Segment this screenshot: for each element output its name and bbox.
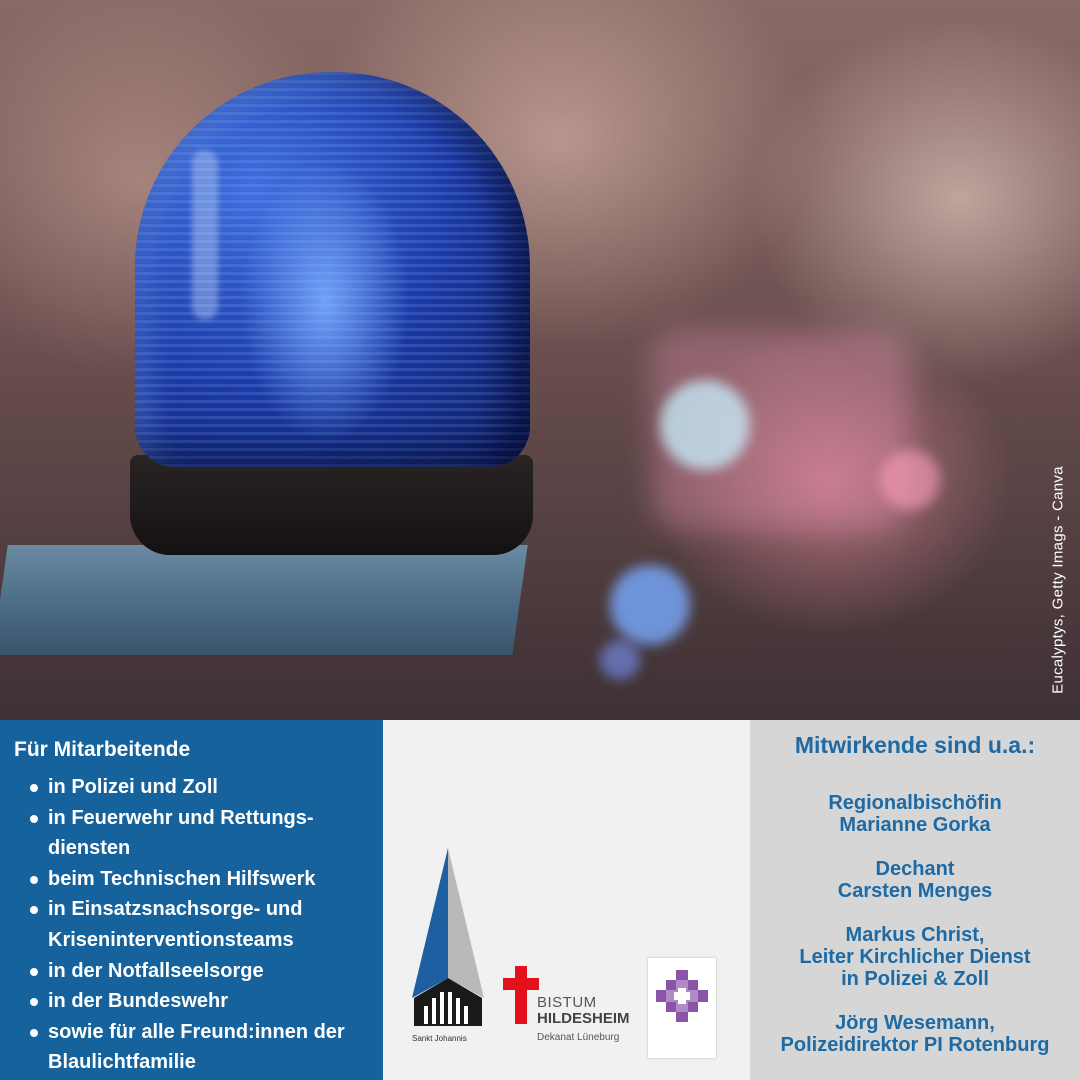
contributor-line: Markus Christ, [845,924,985,946]
mount-bracket [0,545,528,655]
bokeh-light [880,450,940,510]
contributor-line: in Polizei & Zoll [841,968,989,990]
contributor-line: Polizeidirektor PI Rotenburg [780,1034,1050,1056]
contributors-list [750,792,1080,1078]
bistum-line2: HILDESHEIM [537,1010,630,1027]
bokeh-light [660,380,750,470]
contributors-panel [750,720,1080,1080]
contributor-entry [750,924,1080,990]
dome-highlight [192,150,218,320]
bistum-line3: Dekanat Lüneburg [537,1032,620,1043]
bokeh-light [600,640,640,680]
contributor-line: Regionalbischöfin [828,792,1002,814]
contributor-line: Marianne Gorka [839,814,991,836]
contributor-entry [750,792,1080,836]
audience-list [30,772,370,1078]
contributor-line: Carsten Menges [837,880,993,902]
audience-panel [0,720,383,1080]
contributor-entry [750,1012,1080,1056]
photo-credit: Eucalyptys, Getty Imags - Canva [1049,466,1067,694]
purple-cross-logo [648,958,716,1058]
contributor-line: Jörg Wesemann, [835,1012,995,1034]
bistum-hildesheim-logo [503,966,643,1046]
audience-heading: Für Mitarbeitende [14,738,191,761]
list-item: in der Bundeswehr [30,986,370,1017]
contributor-line: Dechant [875,858,955,880]
logos-panel [383,720,750,1080]
sankt-johannis-logo [412,848,484,1048]
list-item: in Einsatzsnachsorge- und Kriseninterventionsteams [30,894,370,955]
johannis-caption: Sankt Johannis [412,1034,467,1043]
church-spire-icon [412,848,484,1032]
contributor-line: Leiter Kirchlicher Dienst [799,946,1031,968]
list-item: beim Technischen Hilfswerk [30,864,370,895]
beacon-base [130,455,533,555]
contributor-entry [750,858,1080,902]
list-item: in Polizei und Zoll [30,772,370,803]
list-item: in Feuerwehr und Rettungs-diensten [30,803,370,864]
bistum-line1: BISTUM [537,994,597,1011]
red-cross-icon [503,966,539,1026]
list-item: in der Notfallseelsorge [30,956,370,987]
bokeh-light [610,565,690,645]
list-item: sowie für alle Freund:innen der Blaulichtfamilie [30,1017,370,1078]
contributors-heading: Mitwirkende sind u.a.: [794,732,1036,758]
purple-cross-icon [648,958,716,1058]
